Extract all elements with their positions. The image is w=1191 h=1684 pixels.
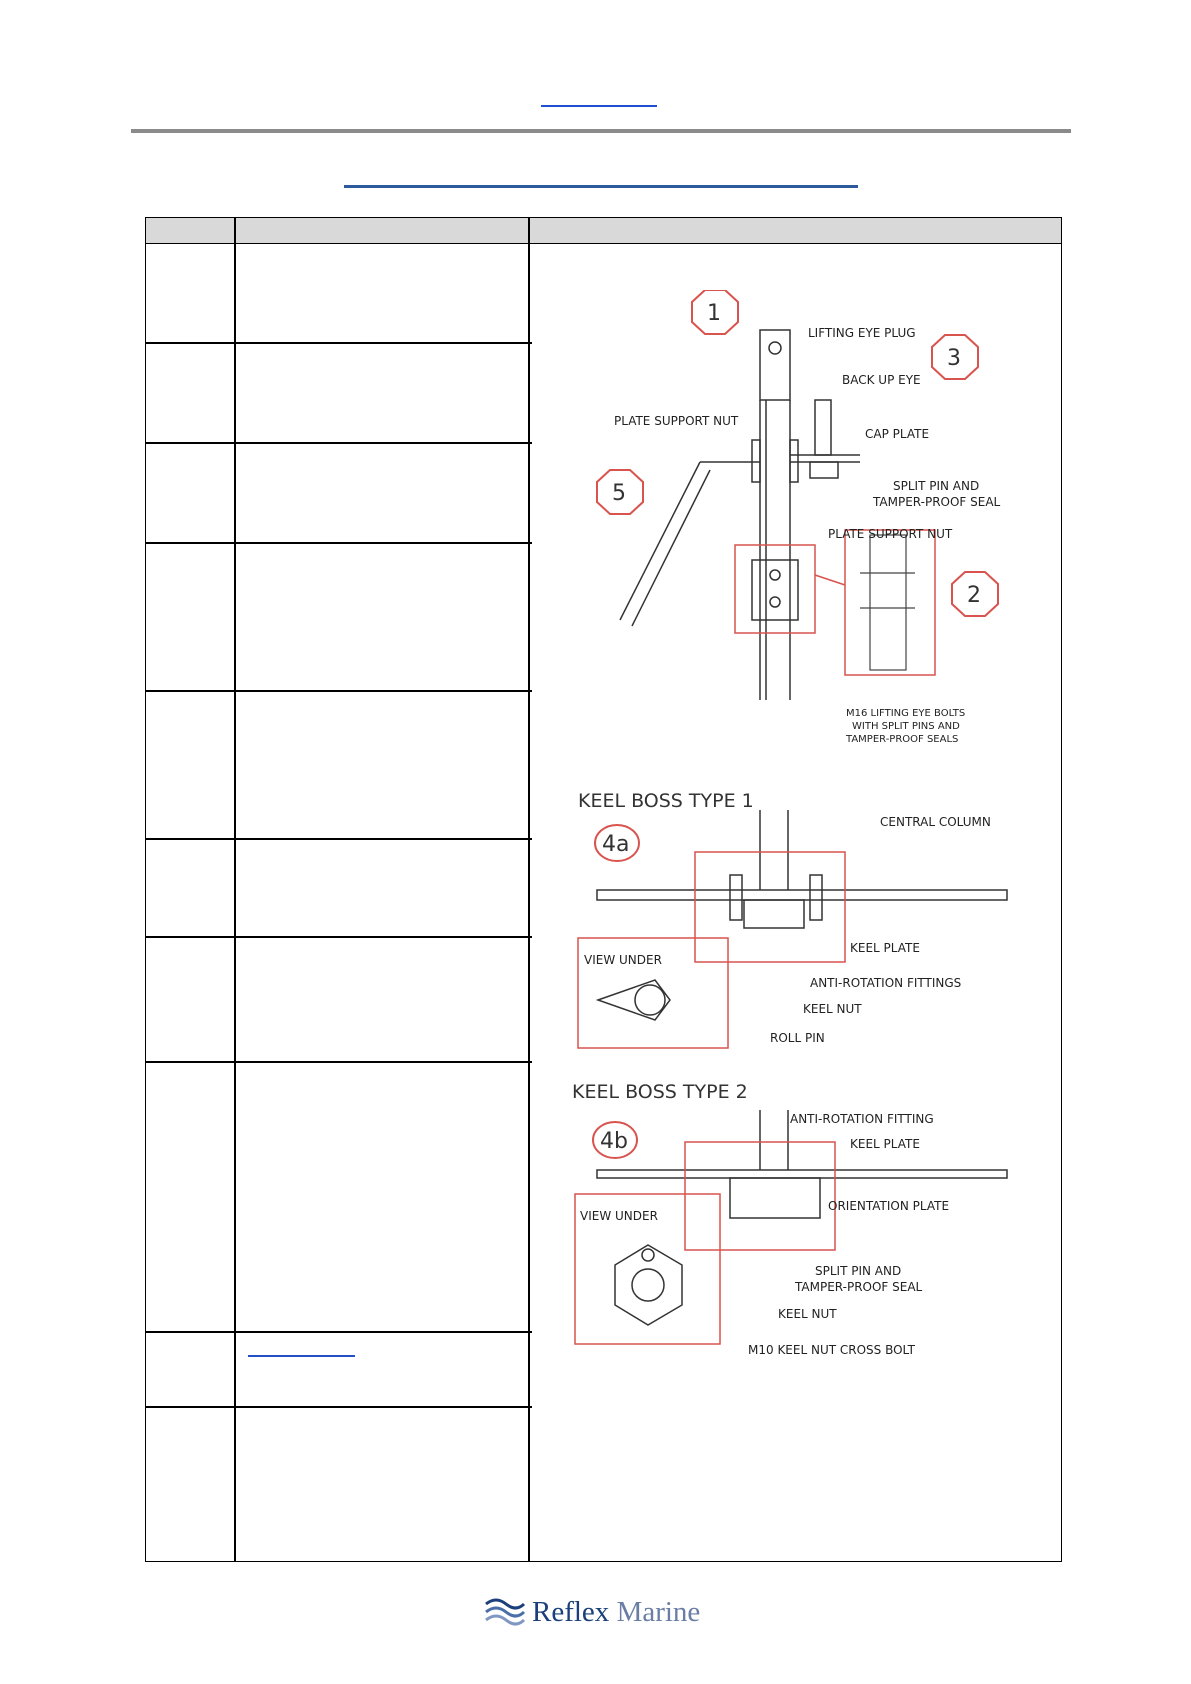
table-row-divider [146,936,532,938]
svg-text:LIFTING EYE PLUG: LIFTING EYE PLUG [808,326,916,340]
svg-text:TAMPER-PROOF SEAL: TAMPER-PROOF SEAL [795,1280,923,1294]
svg-text:TAMPER-PROOF SEALS: TAMPER-PROOF SEALS [846,734,959,745]
svg-text:5: 5 [612,481,626,506]
svg-text:KEEL BOSS TYPE 1: KEEL BOSS TYPE 1 [578,790,754,812]
svg-text:ROLL PIN: ROLL PIN [770,1031,825,1045]
callout-1 [692,290,738,334]
view-under-2-drawing [615,1245,682,1325]
table-row-divider [146,1331,532,1333]
callout-2 [952,572,998,616]
svg-text:2: 2 [967,583,981,608]
table-row-divider [146,1406,532,1408]
callout-3 [932,335,978,379]
svg-text:PLATE SUPPORT NUT: PLATE SUPPORT NUT [828,527,953,541]
table-row-divider [146,542,532,544]
column-divider [528,218,530,1561]
lifting-assembly [620,330,860,700]
bolt-detail [860,535,915,670]
waves-icon [484,1594,526,1628]
section-title-underline [344,185,858,188]
callout-5 [597,470,643,514]
table-row-divider [146,1061,532,1063]
svg-text:ANTI-ROTATION FITTING: ANTI-ROTATION FITTING [790,1112,934,1126]
svg-text:CAP PLATE: CAP PLATE [865,427,930,441]
table-row-divider [146,838,532,840]
table-row-divider [146,690,532,692]
svg-text:VIEW UNDER: VIEW UNDER [584,953,662,967]
svg-text:SPLIT PIN AND: SPLIT PIN AND [893,479,980,493]
svg-text:ANTI-ROTATION FITTINGS: ANTI-ROTATION FITTINGS [810,976,962,990]
svg-text:PLATE SUPPORT NUT: PLATE SUPPORT NUT [614,414,739,428]
svg-text:TAMPER-PROOF SEAL: TAMPER-PROOF SEAL [873,495,1001,509]
logo-wordmark: Reflex Marine [532,1596,701,1628]
header-link[interactable] [541,105,657,107]
table-row-divider [146,442,532,444]
svg-text:3: 3 [947,346,961,371]
svg-text:VIEW UNDER: VIEW UNDER [580,1209,658,1223]
table-row-divider [146,342,532,344]
svg-text:KEEL NUT: KEEL NUT [803,1002,862,1016]
svg-text:BACK UP EYE: BACK UP EYE [842,373,921,387]
svg-text:KEEL PLATE: KEEL PLATE [850,941,920,955]
header-divider [131,129,1071,133]
svg-text:1: 1 [707,301,721,326]
svg-text:WITH SPLIT PINS AND: WITH SPLIT PINS AND [852,721,960,732]
column-divider [234,218,236,1561]
svg-text:ORIENTATION PLATE: ORIENTATION PLATE [828,1199,950,1213]
callout-4b [593,1122,637,1158]
svg-text:CENTRAL COLUMN: CENTRAL COLUMN [880,815,991,829]
detail-box-bolts [735,530,935,675]
svg-text:KEEL NUT: KEEL NUT [778,1307,837,1321]
svg-text:KEEL PLATE: KEEL PLATE [850,1137,920,1151]
table-cell-link[interactable] [248,1355,355,1357]
keel-boss-diagram [560,290,1040,1380]
table-header-row [146,218,1061,244]
svg-text:SPLIT PIN AND: SPLIT PIN AND [815,1264,902,1278]
callout-4a [595,825,639,861]
svg-text:KEEL BOSS TYPE 2: KEEL BOSS TYPE 2 [572,1081,748,1103]
reflex-marine-logo [484,1594,714,1634]
svg-text:4a: 4a [602,832,630,857]
svg-text:M16 LIFTING EYE BOLTS: M16 LIFTING EYE BOLTS [846,708,966,719]
view-under-1-drawing [598,980,670,1020]
svg-text:4b: 4b [600,1129,628,1154]
svg-text:M10 KEEL NUT CROSS BOLT: M10 KEEL NUT CROSS BOLT [748,1343,915,1357]
